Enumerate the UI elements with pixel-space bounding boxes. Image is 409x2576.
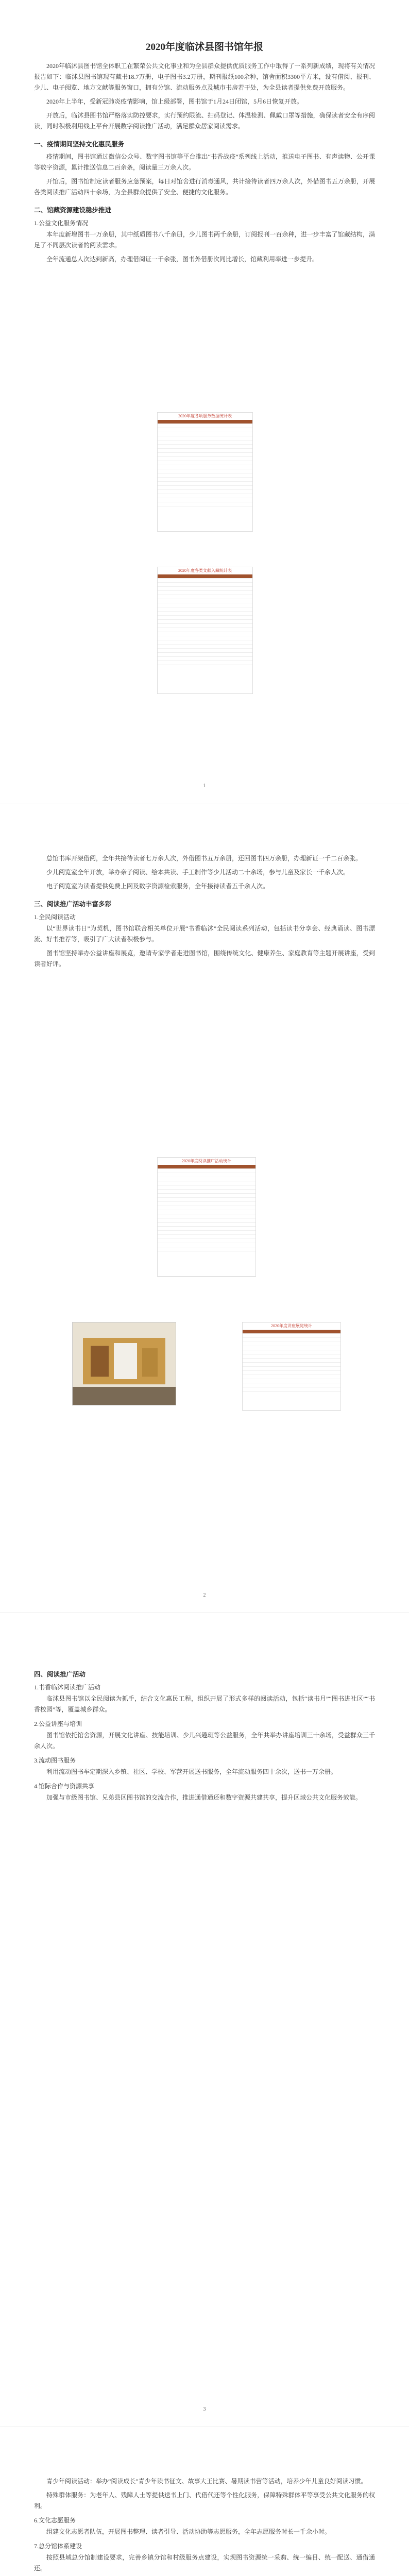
paragraph: 组建文化志愿者队伍，开展图书整理、读者引导、活动协助等志愿服务，全年志愿服务时长一千余小时。: [46, 2528, 331, 2535]
data-table-image: [157, 567, 253, 694]
stats-table: [158, 574, 252, 665]
page-number: 1: [203, 783, 206, 789]
stats-table: [243, 1330, 340, 1392]
subsection-title: 4.馆际合作与资源共享: [34, 1783, 95, 1790]
activity-photo: [72, 1322, 176, 1405]
paragraph: 总馆书库开架借阅，全年共接待读者七万余人次，外借图书五万余册，还回图书四万余册，办理新证一千二百余张。: [46, 855, 362, 862]
section-title: 四、阅读推广活动: [34, 1671, 86, 1678]
stats-table: [158, 1165, 255, 1251]
page-number: 3: [203, 2406, 206, 2412]
subsection-title: 1.书香临沭阅读推广活动: [34, 1684, 101, 1691]
subsection-title: 6.文化志愿服务: [34, 2517, 76, 2524]
paragraph: 加强与市级图书馆、兄弟县区图书馆的交流合作，推进通借通还和数字资源共建共享，提升区域公共文化服务效能。: [46, 1794, 362, 1801]
page3-body: [34, 1662, 375, 1806]
activity-photo: [242, 1322, 341, 1411]
subsection-title: 2.公益讲座与培训: [34, 1720, 82, 1727]
paragraph: 按照县域总分馆制建设要求，完善乡镇分馆和村级服务点建设，实现图书资源统一采购、统一编目、统一配送、通借通还。: [34, 2554, 375, 2572]
paragraph: 图书馆坚持举办公益讲座和展览，邀请专家学者走进图书馆，围绕传统文化、健康养生、家庭教育等主题开展讲座，受到读者好评。: [34, 950, 375, 968]
page-4: [0, 2430, 409, 2576]
page-1: [0, 0, 409, 802]
document-title: 2020年度临沭县图书馆年报: [145, 42, 263, 53]
paragraph: 本年度新增图书一万余册，其中纸质图书八千余册，少儿图书两千余册，订阅报刊一百余种，进一步丰富了馆藏结构，满足了不同层次读者的阅读需求。: [34, 231, 375, 249]
paragraph: 全年流通总人次达到新高，办理借阅证一千余张，图书外借册次同比增长，馆藏利用率进一步提升。: [46, 256, 319, 263]
paragraph: 少儿阅览室全年开放，举办亲子阅读、绘本共读、手工制作等少儿活动二十余场，参与儿童及家长一千余人次。: [46, 869, 350, 876]
paragraph: 以“世界读书日”为契机，图书馆联合相关单位开展“书香临沭”全民阅读系列活动，包括读书分享会、经典诵读、图书漂流、好书推荐等，吸引了广大读者积极参与。: [34, 925, 375, 943]
table-caption: 2020年度讲座展览统计: [271, 1324, 312, 1328]
paragraph: 开放后，临沭县图书馆严格落实防控要求，实行预约限流、扫码登记、体温检测、佩戴口罩等措施，确保读者安全有序阅读，同时积极利用线上平台开展数字阅读推广活动，满足群众居家阅读需求。: [34, 112, 375, 130]
paragraph: 2020年上半年，受新冠肺炎疫情影响，馆上级部署，图书馆于1月24日闭馆，5月6日恢复开放。: [46, 98, 303, 105]
table-caption: 2020年度各类文献入藏统计表: [178, 568, 232, 573]
paragraph: 2020年临沭县图书馆全体职工在繁荣公共文化事业和为全县群众提供优质服务工作中取得了一系列新成绩，现将有关情况报告如下：临沭县图书馆现有藏书18.7万册，电子图书3.2万册，期刊报纸100余种，馆舍面积3300平方米，设有借阅、报刊、少儿、电子阅览、地方文献等服务窗口，拥有分馆、流动服务点及城市书房若干处，为全县读者提供免费开放服务。: [34, 62, 375, 91]
paragraph: 特殊群体服务：为老年人、残障人士等提供送书上门、代借代还等个性化服务，保障特殊群体平等享受公共文化服务的权利。: [34, 2492, 375, 2510]
page1-body: [34, 61, 375, 268]
data-table-image: [157, 412, 253, 532]
section-title: 一、疫情期间坚持文化惠民服务: [34, 141, 125, 148]
subsection-title: 3.流动图书服务: [34, 1757, 76, 1764]
subsection-title: 1.全民阅读活动: [34, 913, 76, 921]
section-title: 二、馆藏资源建设稳步推进: [34, 207, 112, 214]
table-caption: 2020年度阅读推广活动统计: [182, 1159, 231, 1163]
paragraph: 利用流动图书车定期深入乡镇、社区、学校、军营开展送书服务，全年流动服务四十余次，送书一万余册。: [46, 1768, 337, 1775]
paragraph: 青少年阅读活动：举办“阅读成长”青少年读书征文、故事大王比赛、暑期读书营等活动，培养少年儿童良好阅读习惯。: [46, 2478, 367, 2485]
stats-table: [158, 420, 252, 506]
page-number: 2: [203, 1592, 206, 1598]
subsection-title: 1.公益文化服务情况: [34, 219, 89, 227]
paragraph: 开馆后，图书馆制定读者服务应急预案，每日对馆舍进行消毒通风，共计接待读者四万余人次，外借图书五万余册，开展各类阅读推广活动四十余场，为全县群众提供了安全、便捷的文化服务。: [34, 178, 375, 196]
subsection-title: 7.总分馆体系建设: [34, 2543, 82, 2550]
page2-body: [34, 853, 375, 973]
table-caption: 2020年度各项服务数据统计表: [178, 414, 232, 418]
page-3: [0, 1616, 409, 2425]
paragraph: 临沭县图书馆以全民阅读为抓手，结合文化惠民工程，组织开展了形式多样的阅读活动，包括“读书月”“图书进社区”“书香校园”等，覆盖城乡群众。: [34, 1695, 375, 1713]
data-table-image: [157, 1157, 256, 1277]
paragraph: 疫情期间，图书馆通过微信公众号、数字图书馆等平台推出“书香战疫”系列线上活动，推送电子图书、有声读物、公开课等数字资源，累计推送信息二百余条，阅读量三万余人次。: [34, 153, 375, 171]
page-2: [0, 807, 409, 1611]
paragraph: 图书馆依托馆舍资源，开展文化讲座、技能培训、少儿兴趣班等公益服务，全年共举办讲座培训三十余场，受益群众三千余人次。: [34, 1732, 375, 1750]
paragraph: 电子阅览室为读者提供免费上网及数字资源检索服务，全年接待读者五千余人次。: [46, 883, 269, 890]
section-title: 三、阅读推广活动丰富多彩: [34, 901, 112, 908]
photo-illustration: [73, 1323, 176, 1405]
page4-body: [34, 2476, 375, 2576]
